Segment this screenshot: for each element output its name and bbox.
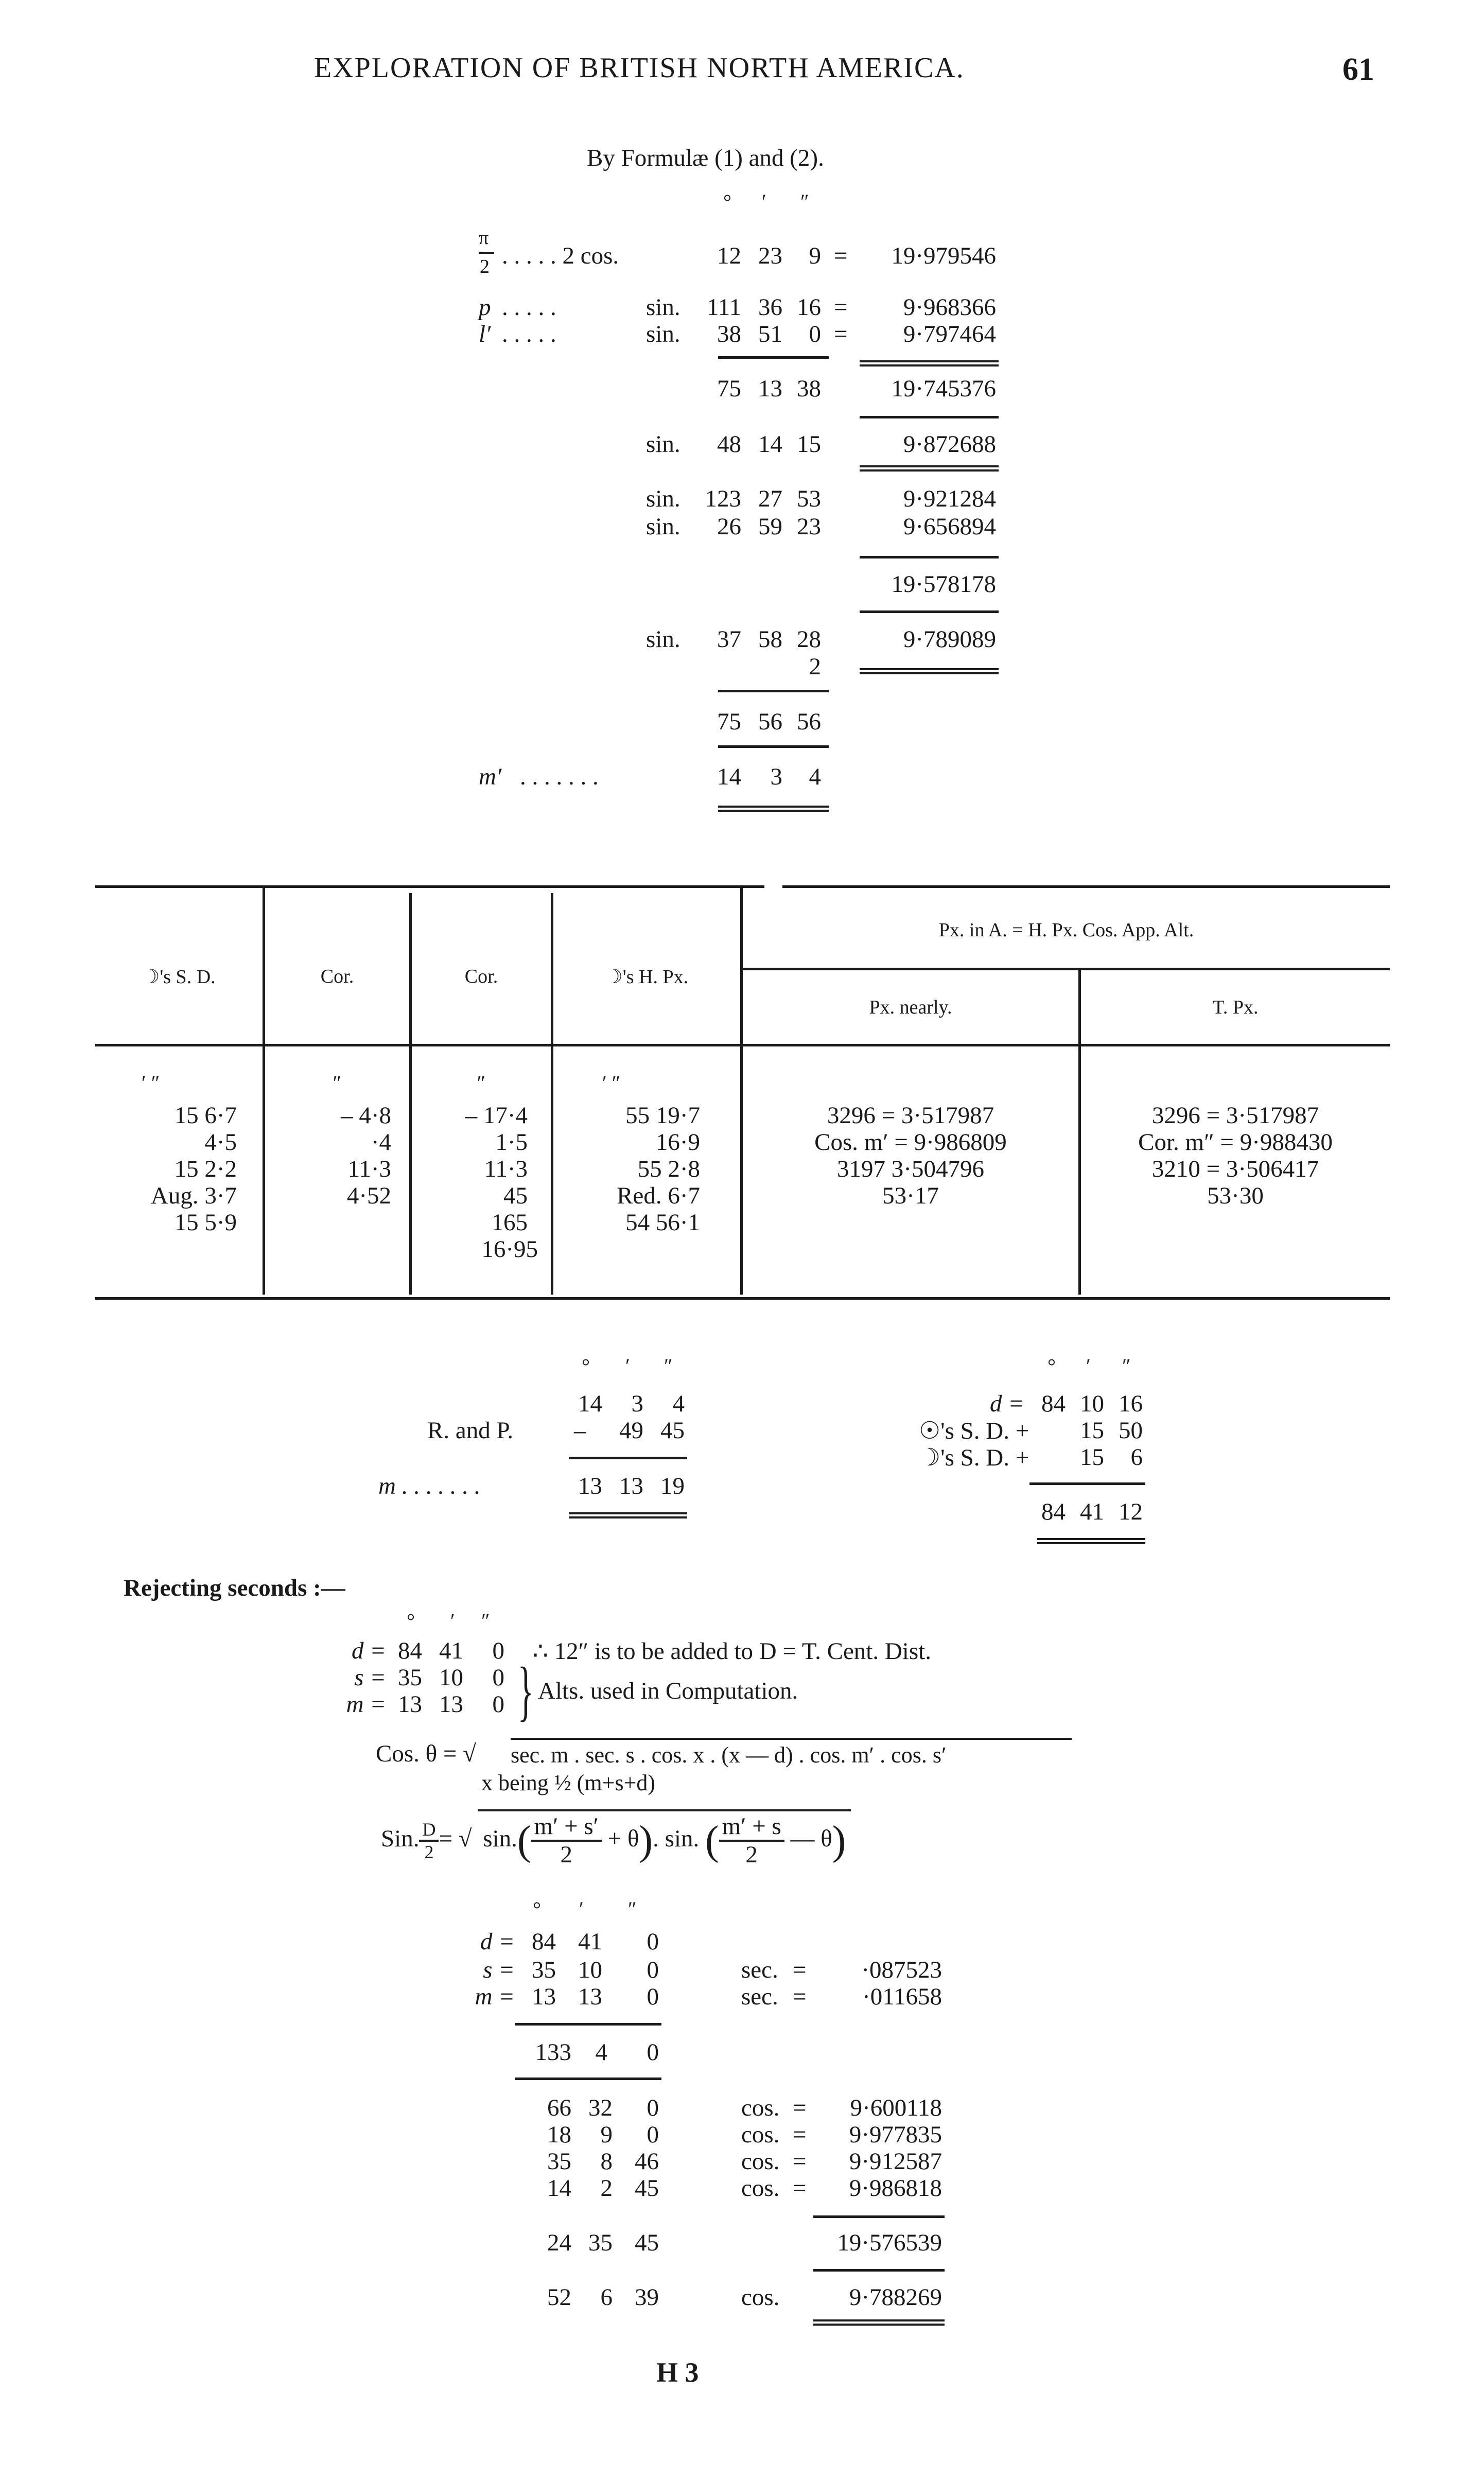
formula-sin-half-d: Sin. $\frac{D}{2}$ = √ sin.( $\frac{m' + s'}{2}$ + θ). sin. ( $\frac{m' + s}{2}$ — θ) — [381, 1809, 851, 1867]
col-header-cor2: Cor. — [464, 966, 498, 987]
rejecting-seconds-heading: Rejecting seconds :— — [124, 1575, 345, 1601]
col-header-px-nearly: Px. nearly. — [869, 997, 952, 1018]
brace-icon: } — [517, 1654, 534, 1728]
x-being-note: x being ½ (m+s+d) — [481, 1770, 656, 1795]
col-header-tpx: T. Px. — [1212, 997, 1259, 1018]
pi-symbol: π — [479, 227, 489, 249]
col-header-px-group: Px. in A. = H. Px. Cos. App. Alt. — [938, 919, 1194, 941]
formulae-heading: By Formulæ (1) and (2). — [587, 145, 824, 171]
page-number: 61 — [1342, 52, 1374, 87]
page-title: EXPLORATION OF BRITISH NORTH AMERICA. — [314, 52, 965, 84]
col-header-cor1: Cor. — [320, 966, 354, 987]
col-header-hpx: ☽'s H. Px. — [605, 966, 689, 988]
signature-mark: H 3 — [656, 2357, 699, 2388]
col-header-sd: ☽'s S. D. — [142, 966, 216, 988]
